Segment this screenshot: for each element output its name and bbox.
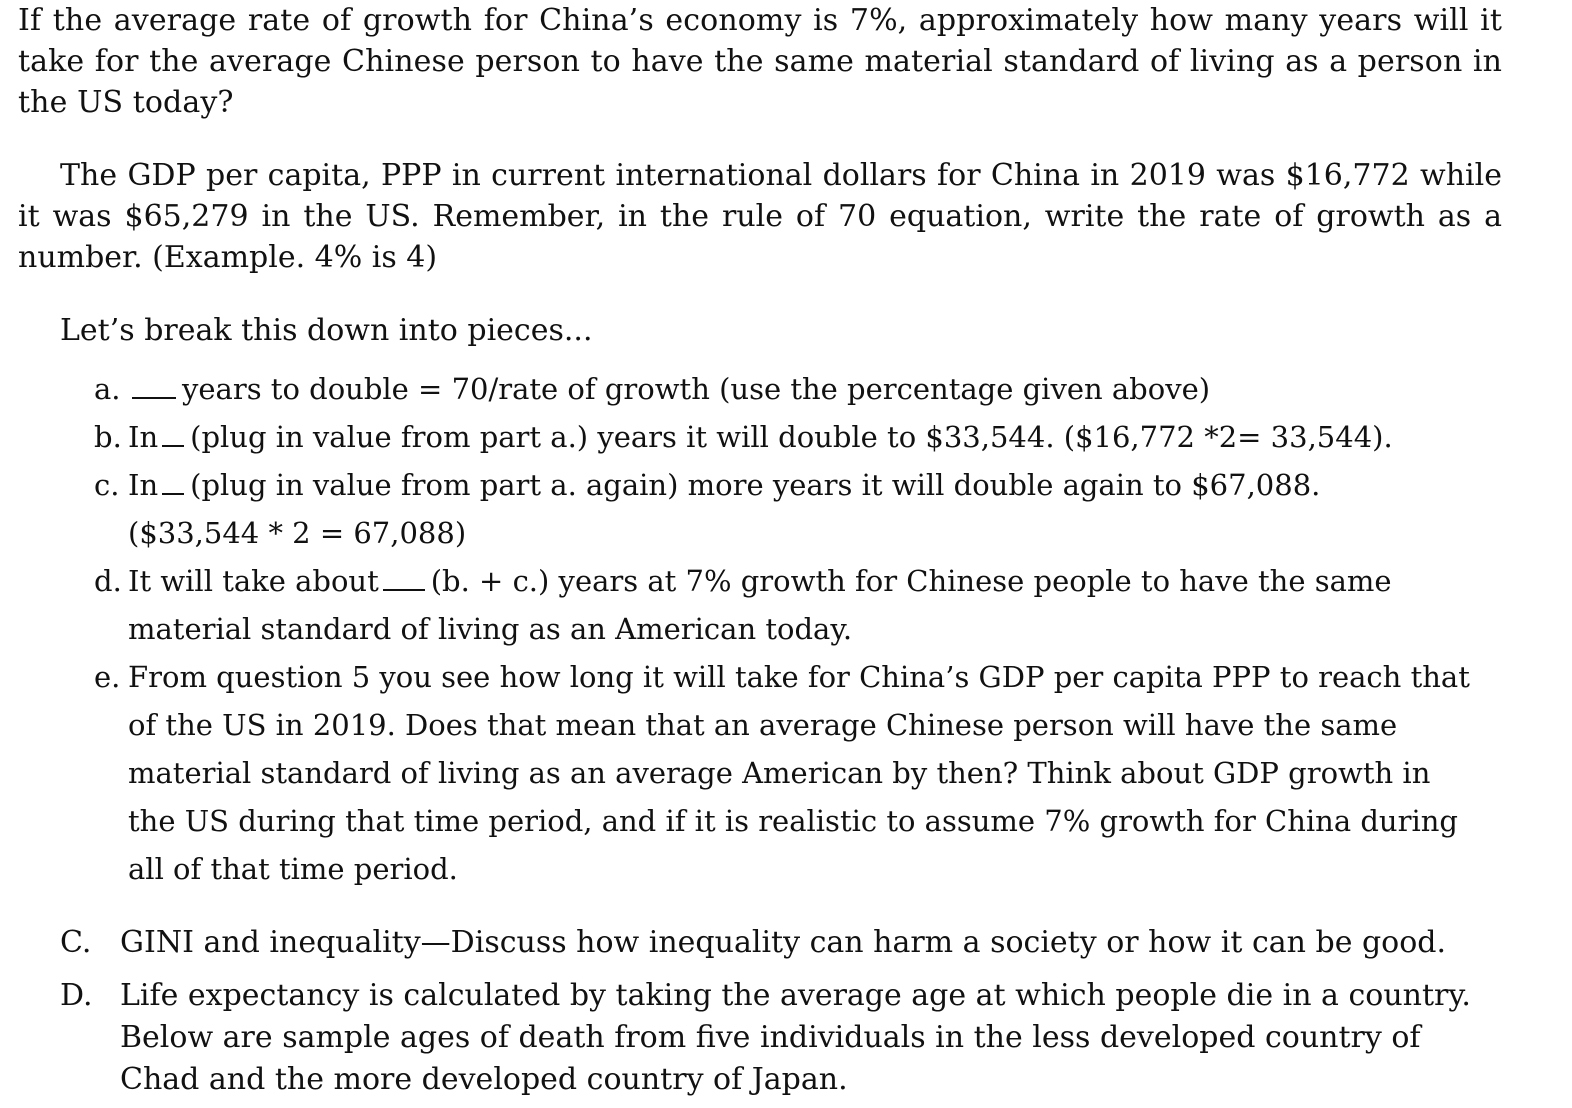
gdp-paragraph bbox=[18, 155, 1502, 278]
part-a-text: years to double = 70/rate of growth (use the percentage given above) bbox=[182, 372, 1211, 406]
part-d-before: It will take about bbox=[128, 564, 379, 598]
answer-blank-d[interactable] bbox=[383, 588, 425, 591]
section-d-letter: D. bbox=[60, 978, 93, 1013]
section-c-letter: C. bbox=[60, 925, 92, 960]
part-c-line2: ($33,544 * 2 = 67,088) bbox=[128, 516, 467, 550]
answer-blank-a[interactable] bbox=[132, 396, 176, 399]
part-b-text: (plug in value from part a.) years it will double to $33,544. ($16,772 *2= 33,544). bbox=[190, 420, 1393, 454]
part-a bbox=[94, 365, 1474, 413]
section-d bbox=[60, 975, 1500, 1101]
part-b bbox=[94, 413, 1474, 461]
part-b-body bbox=[94, 413, 1474, 461]
part-a-letter: a. bbox=[94, 372, 121, 406]
part-e-letter: e. bbox=[94, 660, 121, 694]
part-d-letter: d. bbox=[94, 564, 122, 598]
part-c-text: (plug in value from part a. again) more years it will double again to $67,088. bbox=[190, 468, 1321, 502]
section-d-text: Life expectancy is calculated by taking the average age at which people die in a country. Below are sample ages of death from five individuals in the less developed country of Chad and the more developed country of Japan. bbox=[120, 978, 1471, 1097]
breakdown-title: Let’s break this down into pieces... bbox=[60, 313, 593, 348]
gdp-paragraph-text: The GDP per capita, PPP in current international dollars for China in 2019 was $16,772 while it was $65,279 in the US. Remember, in the rule of 70 equation, write the rate of growth as a number. (Example. 4% is 4) bbox=[18, 158, 1502, 275]
answer-blank-b[interactable] bbox=[162, 444, 184, 447]
part-c-body bbox=[94, 461, 1474, 557]
part-b-letter: b. bbox=[94, 420, 122, 454]
section-c bbox=[60, 922, 1500, 964]
part-c bbox=[94, 461, 1474, 557]
answer-blank-c[interactable] bbox=[162, 492, 184, 495]
part-d bbox=[94, 557, 1474, 653]
section-c-text: GINI and inequality—Discuss how inequality can harm a society or how it can be good. bbox=[120, 925, 1447, 960]
part-c-before: In bbox=[128, 468, 159, 502]
part-a-body bbox=[94, 365, 1474, 413]
part-c-letter: c. bbox=[94, 468, 120, 502]
part-e bbox=[94, 653, 1474, 893]
part-d-text: (b. + c.) years at 7% growth for Chinese people to have the same material standard of living as an American today. bbox=[128, 564, 1392, 646]
question-text: If the average rate of growth for China’s economy is 7%, approximately how many years will it take for the average Chinese person to have the same material standard of living as a person in the US today? bbox=[18, 3, 1502, 120]
part-b-before: In bbox=[128, 420, 159, 454]
part-e-text: From question 5 you see how long it will take for China’s GDP per capita PPP to reach that of the US in 2019. Does that mean that an average Chinese person will have the same material standard of living as an average American by then? Think about GDP growth in the US during that time period, and if it is realistic to assume 7% growth for China during all of that time period. bbox=[128, 660, 1470, 886]
part-d-body bbox=[94, 557, 1474, 653]
